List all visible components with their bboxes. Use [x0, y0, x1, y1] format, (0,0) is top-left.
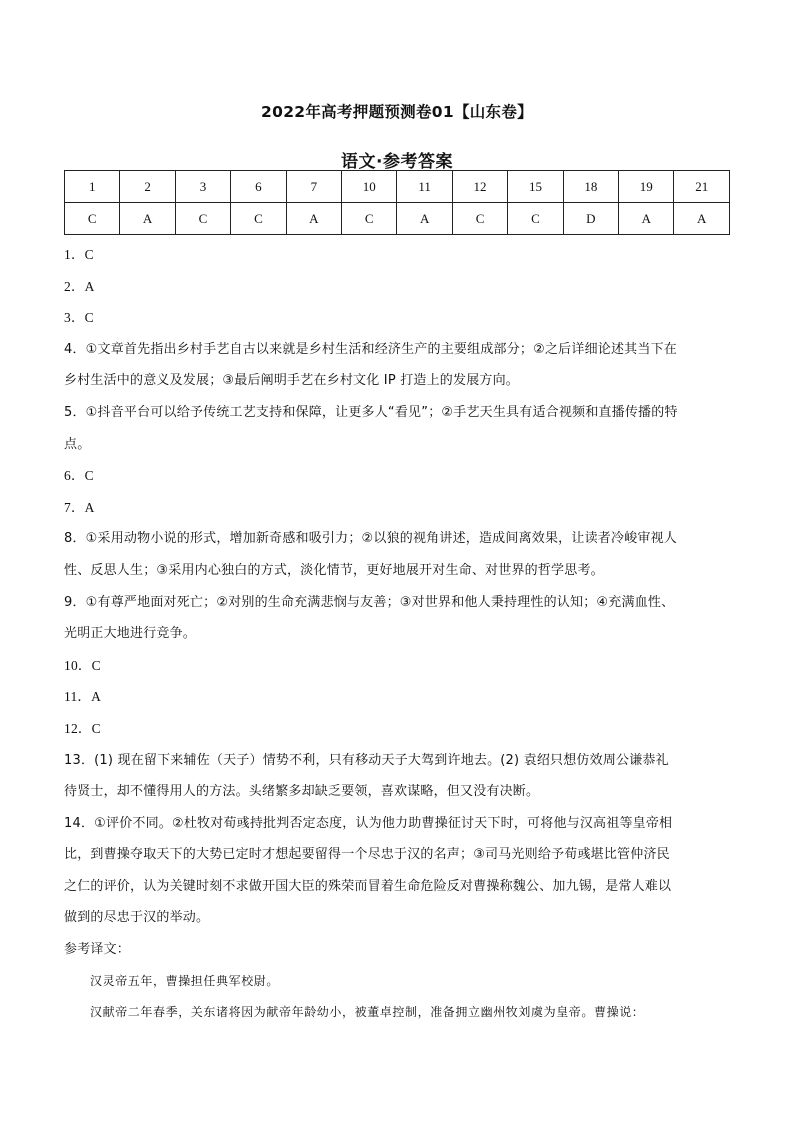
answer-line: 11．A: [64, 689, 102, 705]
answer-line: 之仁的评价，认为关键时刻不求做开国大臣的殊荣而冒着生命危险反对曹操称魏公、加九锡，是常人难以: [64, 878, 672, 894]
answer-line: 1．C: [64, 247, 94, 262]
answer-line: 光明正大地进行竞争。: [64, 626, 197, 642]
translation-line: 汉灵帝五年，曹操担任典军校尉。: [90, 973, 280, 988]
answer-line: 10．C: [64, 657, 101, 673]
answer-line: 8．①采用动物小说的形式，增加新奇感和吸引力；②以狼的视角讲述，造成间离效果，让读者冷峻审视人: [64, 531, 677, 547]
question-number-cell: 10: [342, 171, 397, 203]
answer-content: [64, 239, 730, 1029]
translation-line: 汉献帝二年春季，关东诸将因为献帝年龄幼小，被董卓控制，准备拥立幽州牧刘虞为皇帝。曹操说：: [90, 1005, 645, 1020]
question-number-cell: 7: [286, 171, 341, 203]
question-number-cell: 11: [397, 171, 452, 203]
answer-line: 性、反思人生；③采用内心独白的方式，淡化情节，更好地展开对生命、对世界的哲学思考。: [64, 562, 604, 578]
answer-line: 比，到曹操夺取天下的大势已定时才想起要留得一个尽忠于汉的名声；③司马光则给予荀彧堪比管仲济民: [64, 847, 670, 863]
answer-line: 6．C: [64, 468, 94, 484]
answer-line: 12．C: [64, 720, 101, 736]
question-number-cell: 2: [120, 171, 175, 203]
question-number-row: [65, 171, 730, 203]
answer-line: 9．①有尊严地面对死亡；②对别的生命充满悲悯与友善；③对世界和他人秉持理性的认知；④充满血性、: [64, 594, 675, 610]
answer-row: [65, 203, 730, 235]
answer-line: 乡村生活中的意义及发展；③最后阐明手艺在乡村文化 IP 打造上的发展方向。: [64, 373, 519, 389]
answer-cell: C: [452, 203, 507, 235]
answer-line: 4．①文章首先指出乡村手艺自古以来就是乡村生活和经济生产的主要组成部分；②之后详细论述其当下在: [64, 341, 677, 357]
answer-line: 点。: [64, 436, 91, 452]
question-number-cell: 3: [175, 171, 230, 203]
answer-cell: C: [508, 203, 563, 235]
answer-line: 5．①抖音平台可以给予传统工艺支持和保障，让更多人“看见”；②手艺天生具有适合视频和直播传播的特: [64, 404, 678, 420]
answer-line: 待贤士，却不懂得用人的方法。头绪繁多却缺乏要领，喜欢谋略，但又没有决断。: [64, 784, 540, 800]
question-number-cell: 1: [65, 171, 120, 203]
exam-title: 2022年高考押题预测卷01【山东卷】: [261, 103, 533, 121]
question-number-cell: 19: [619, 171, 674, 203]
answer-cell: A: [619, 203, 674, 235]
question-number-cell: 18: [563, 171, 618, 203]
answer-line: 3．C: [64, 310, 94, 326]
answer-table: [64, 170, 730, 235]
answer-cell: A: [674, 203, 730, 235]
question-number-cell: 15: [508, 171, 563, 203]
answer-cell: C: [231, 203, 286, 235]
translation-heading: 参考译文：: [64, 942, 131, 958]
answer-cell: A: [120, 203, 175, 235]
question-number-cell: 21: [674, 171, 730, 203]
answer-cell: A: [286, 203, 341, 235]
question-number-cell: 6: [231, 171, 286, 203]
answer-line: 做到的尽忠于汉的举动。: [64, 910, 210, 926]
answer-line: 14．①评价不同。②杜牧对荀彧持批判否定态度，认为他力助曹操征讨天下时，可将他与汉高祖等皇帝相: [64, 815, 673, 831]
answer-cell: A: [397, 203, 452, 235]
answer-line: 7．A: [64, 499, 95, 515]
answer-cell: D: [563, 203, 618, 235]
question-number-cell: 12: [452, 171, 507, 203]
answer-line: 2．A: [64, 278, 95, 294]
answer-line: 13．(1) 现在留下来辅佐（天子）情势不利，只有移动天子大驾到许地去。(2) 袁绍只想仿效周公谦恭礼: [64, 752, 669, 768]
answer-cell: C: [65, 203, 120, 235]
answer-cell: C: [342, 203, 397, 235]
answer-key-subtitle: 语文·参考答案: [341, 152, 453, 172]
answer-cell: C: [175, 203, 230, 235]
